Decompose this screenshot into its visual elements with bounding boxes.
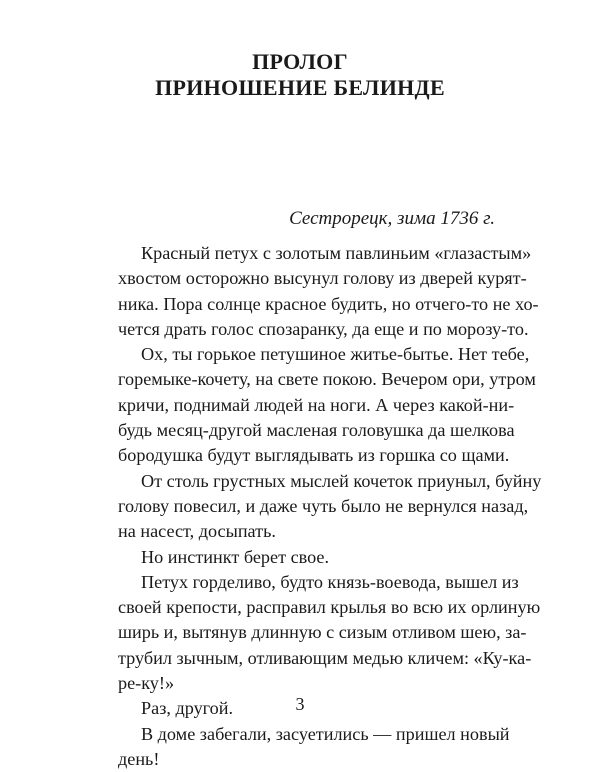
paragraph	[118, 241, 539, 342]
page-number: 3	[295, 694, 305, 714]
paragraph	[118, 570, 541, 696]
text-line: чется драть голос спозаранку, да еще и по морозу-то.	[118, 318, 529, 339]
text-line: Раз, другой.	[141, 698, 234, 719]
text-line: В доме забегали, засуетились — пришел новый	[141, 723, 510, 744]
paragraph	[118, 342, 536, 468]
paragraph	[118, 545, 494, 570]
text-line: будь месяц-другой масленая головушка да шелкова	[118, 420, 515, 441]
text-line: бородушка будут выглядывать из горшка со щами.	[118, 445, 510, 466]
text-line: трубил зычным, отливающим медью кличем: «Ку-ка-	[118, 647, 532, 668]
paragraph	[118, 722, 510, 772]
text-line: ника. Пора солнце красное будить, но отчего-то не хо-	[118, 293, 539, 314]
text-line: своей крепости, расправил крылья во всю их орлиную	[118, 597, 541, 618]
text-line: ре-ку!»	[118, 673, 175, 694]
text-line: Красный петух с золотым павлиньим «глазастым»	[141, 243, 532, 263]
text-line: Но инстинкт берет свое.	[141, 546, 330, 567]
chapter-title: ПРИНОШЕНИЕ БЕЛИНДЕ	[155, 75, 445, 100]
text-line: Ох, ты горькое петушиное житье-бытье. Нет тебе,	[141, 344, 530, 365]
text-line: ширь и, вытянув длинную с сизым отливом шею, за-	[118, 622, 527, 643]
text-line: кричи, поднимай людей на ноги. А через какой-ни-	[118, 394, 515, 415]
text-line: Петух горделиво, будто князь-воевода, вышел из	[141, 571, 519, 592]
dateline: Сестрорецк, зима 1736 г.	[289, 208, 495, 229]
text-line: день!	[118, 748, 160, 769]
paragraph	[118, 469, 542, 545]
text-line: От столь грустных мыслей кочеток приуныл, буйну	[141, 470, 542, 491]
text-line: хвостом осторожно высунул голову из дверей курят-	[118, 268, 527, 289]
chapter-heading-prologue: ПРОЛОГ	[252, 49, 348, 74]
text-line: горемыке-кочету, на свете покою. Вечером ори, утром	[118, 369, 536, 390]
text-line: голову повесил, и даже чуть было не вернулся назад,	[118, 495, 529, 516]
text-line: на насест, досыпать.	[118, 521, 276, 542]
